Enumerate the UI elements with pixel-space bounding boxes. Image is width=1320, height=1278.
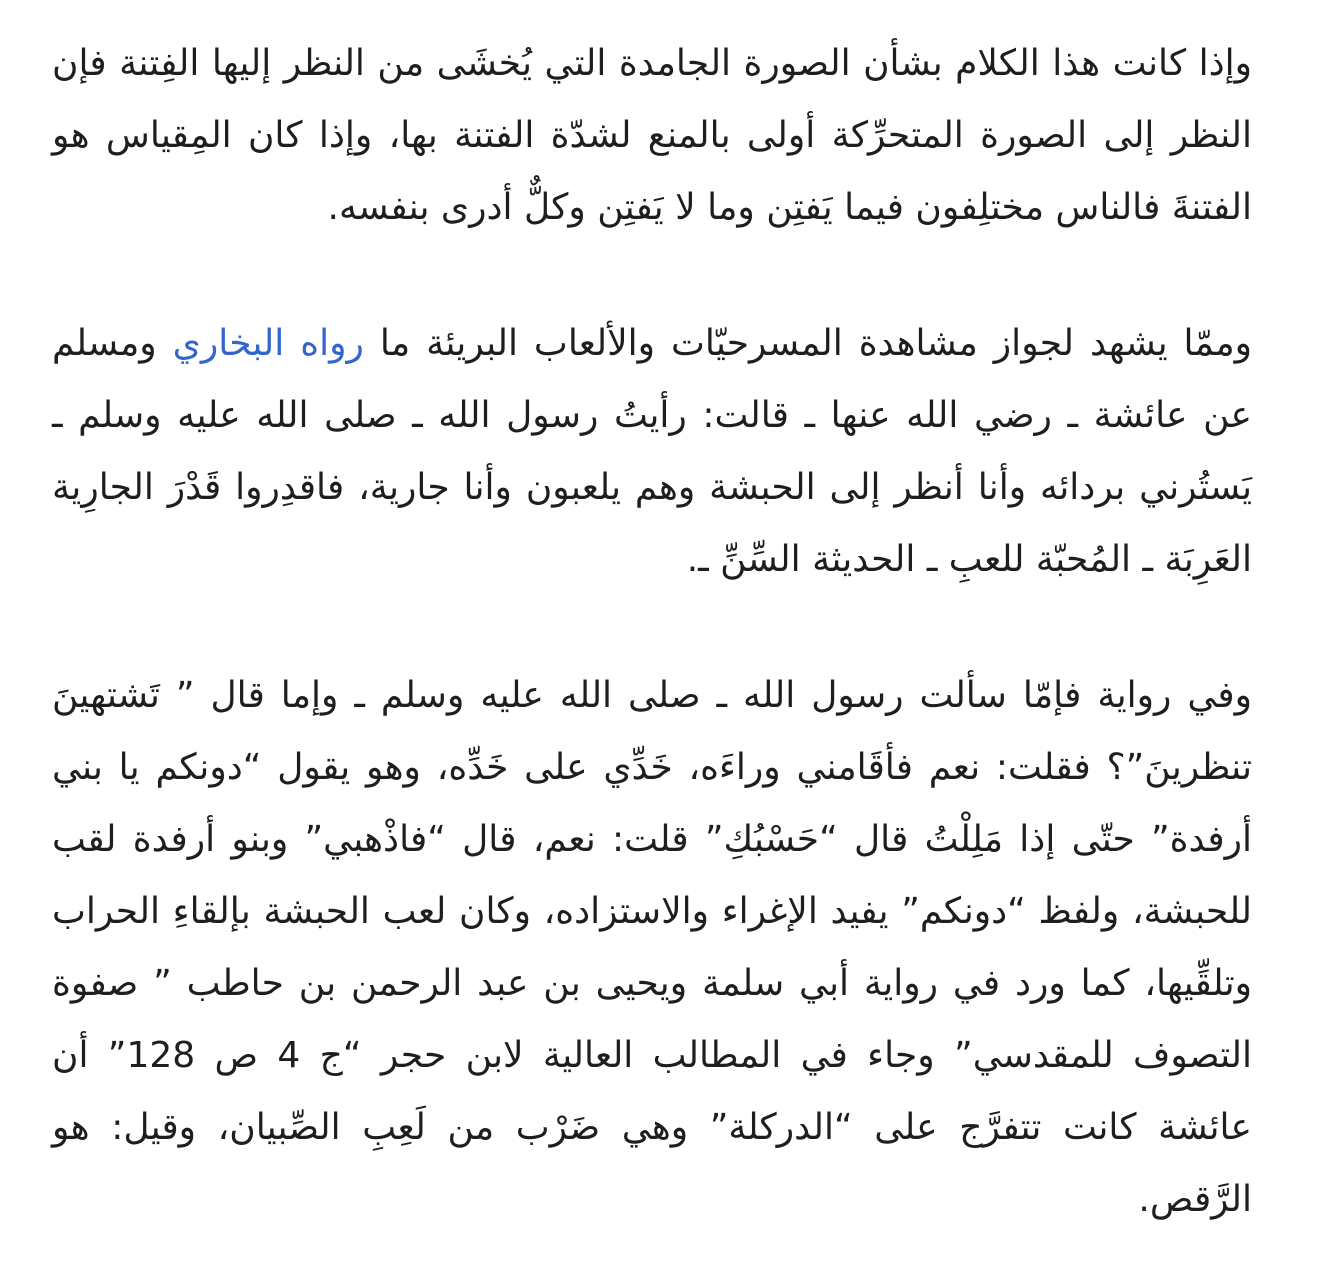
paragraph-third: وفي رواية فإمّا سألت رسول الله ـ صلى الله عليه وسلم ـ وإما قال ” تَشتهينَ تنظرينَ”؟ فقلت: نعم فأقَامني وراءَه، خَدِّي على خَدِّه، وهو يقول “دونكم يا بني أرفدة” حتّى إذا مَلِلْتُ قال “حَسْبُكِ” قلت: نعم، قال “فاذْهبي” وبنو أرفدة لقب للحبشة، ولفظ “دونكم” يفيد الإغراء والاستزاده، وكان لعب الحبشة بإلقاءِ الحراب وتلقِّيها، كما ورد في رواية أبي سلمة ويحيى بن عبد الرحمن بن حاطب ” صفوة التصوف للمقدسي” وجاء في المطالب العالية لابن حجر “ج 4 ص 128” أن عائشة كانت تتفرَّج على “الدركلة” وهي ضَرْب من لَعِبِ الصِّبيان، وقيل: هو الرَّقص. bbox=[52, 675, 1252, 1220]
paragraph-second bbox=[52, 308, 1252, 596]
paragraph-first: وإذا كانت هذا الكلام بشأن الصورة الجامدة التي يُخشَى من النظر إليها الفِتنة فإن النظر إلى الصورة المتحرِّكة أولى بالمنع لشدّة الفتنة بها، وإذا كان المِقياس هو الفتنةَ فالناس مختلِفون فيما يَفتِن وما لا يَفتِن وكلٌّ أدرى بنفسه. bbox=[52, 43, 1252, 228]
paragraph-second-lead: وممّا يشهد لجواز مشاهدة المسرحيّات والألعاب البريئة ما bbox=[379, 323, 1253, 364]
paragraph-second-rest: ومسلم عن عائشة ـ رضي الله عنها ـ قالت: رأيتُ رسول الله ـ صلى الله عليه وسلم ـ يَستُرني بردائه وأنا أنظر إلى الحبشة وهم يلعبون وأنا جارية، فاقدِروا قَدْرَ الجارِية العَرِبَة ـ المُحبّة للعبِ ـ الحديثة السِّنِّ ـ. bbox=[52, 323, 1252, 580]
bukhari-narration-link[interactable]: رواه البخاري bbox=[172, 323, 364, 364]
